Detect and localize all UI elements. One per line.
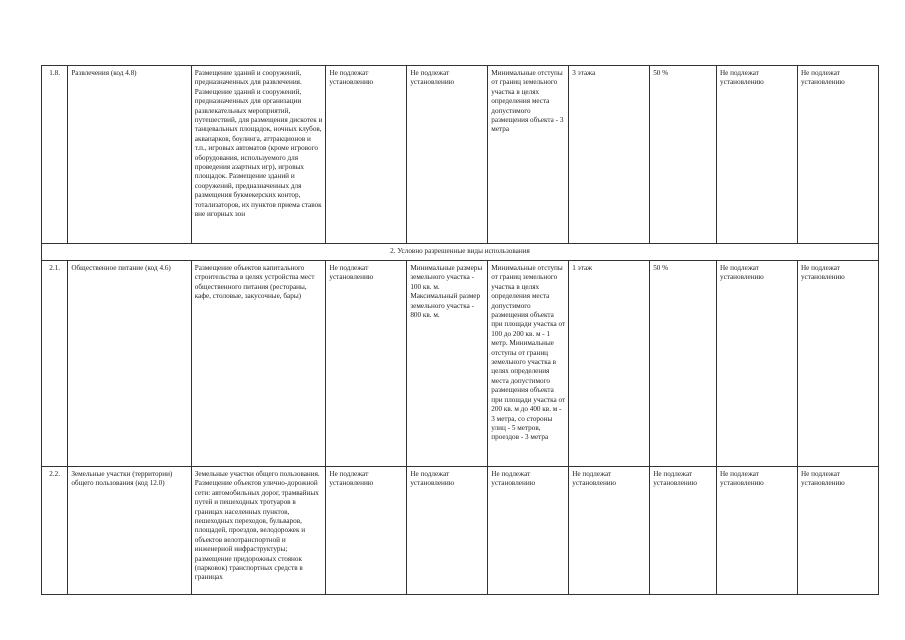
extra-param-cell: Не подлежат установлению xyxy=(797,467,878,595)
coverage-cell: Не подлежат установлению xyxy=(650,467,717,595)
min-size-cell: Не подлежат установлению xyxy=(326,467,407,595)
table-row xyxy=(42,66,879,244)
use-description-cell: Земельные участки общего пользования. Размещение объектов улично-дорожной сети: автомобильных дорог, трамвайных путей и пешеходных тротуаров в границах населенных пунктов, пешеходных переходов, бульваров, площадей, проездов, велодорожек и объектов велотранспортной и инженерной инфраструктуры; размещение придорожных стоянок (парковок) транспортных средств в границах xyxy=(191,467,326,595)
section-title: 2. Условно разрешенные виды использования xyxy=(42,244,879,261)
coverage-cell: 50 % xyxy=(650,261,717,467)
max-size-cell: Минимальные размеры земельного участка - 100 кв. м. Максимальный размер земельного участка - 800 кв. м. xyxy=(407,261,488,467)
use-type-cell: Земельные участки (территории) общего пользования (код 12.0) xyxy=(68,467,191,595)
row-number-cell: 2.1. xyxy=(42,261,68,467)
use-type-cell: Общественное питание (код 4.6) xyxy=(68,261,191,467)
extra-param-cell: Не подлежат установлению xyxy=(797,66,878,244)
use-description-cell: Размещение зданий и сооружений, предназначенных для развлечения. Размещение зданий и сооружений, предназначенных для организации развлекательных мероприятий, путешествий, для размещения дискотек и танцевальных площадок, ночных клубов, аквапарков, боулинга, аттракционов и т.п., игровых автоматов (кроме игрового оборудования, используемого для проведения азартных игр), игровых площадок. Размещение зданий и сооружений, предназначенных для размещения букмекерских контор, тотализаторов, их пунктов приема ставок вне игорных зон xyxy=(191,66,326,244)
section-row xyxy=(42,244,879,261)
extra-param-cell: Не подлежат установлению xyxy=(716,467,797,595)
min-size-cell: Не подлежат установлению xyxy=(326,66,407,244)
min-size-cell: Не подлежат установлению xyxy=(326,261,407,467)
floors-cell: 1 этаж xyxy=(569,261,650,467)
setbacks-cell: Минимальные отступы от границ земельного участка в целях определения места допустимого размещения объекта - 3 метра xyxy=(488,66,569,244)
coverage-cell: 50 % xyxy=(650,66,717,244)
use-type-cell: Развлечения (код 4.8) xyxy=(68,66,191,244)
row-number-cell: 1.8. xyxy=(42,66,68,244)
floors-cell: 3 этажа xyxy=(569,66,650,244)
row-number-cell: 2.2. xyxy=(42,467,68,595)
extra-param-cell: Не подлежат установлению xyxy=(716,261,797,467)
setbacks-cell: Не подлежат установлению xyxy=(488,467,569,595)
extra-param-cell: Не подлежат установлению xyxy=(797,261,878,467)
use-description-cell: Размещение объектов капитального строительства в целях устройства мест общественного питания (рестораны, кафе, столовые, закусочные, бары) xyxy=(191,261,326,467)
setbacks-cell: Минимальные отступы от границ земельного участка в целях определения места допустимого размещения объекта при площади участка от 100 до 200 кв. м - 1 метр. Минимальные отступы от границ земельного участка в целях определения места допустимого размещения объекта при площади участка от 200 кв. м до 400 кв. м - 3 метра, со стороны улиц - 5 метров, проездов - 3 метра xyxy=(488,261,569,467)
table-row xyxy=(42,261,879,467)
max-size-cell: Не подлежат установлению xyxy=(407,66,488,244)
floors-cell: Не подлежат установлению xyxy=(569,467,650,595)
table-row xyxy=(42,467,879,595)
extra-param-cell: Не подлежат установлению xyxy=(716,66,797,244)
max-size-cell: Не подлежат установлению xyxy=(407,467,488,595)
zoning-regulations-table xyxy=(41,65,879,595)
